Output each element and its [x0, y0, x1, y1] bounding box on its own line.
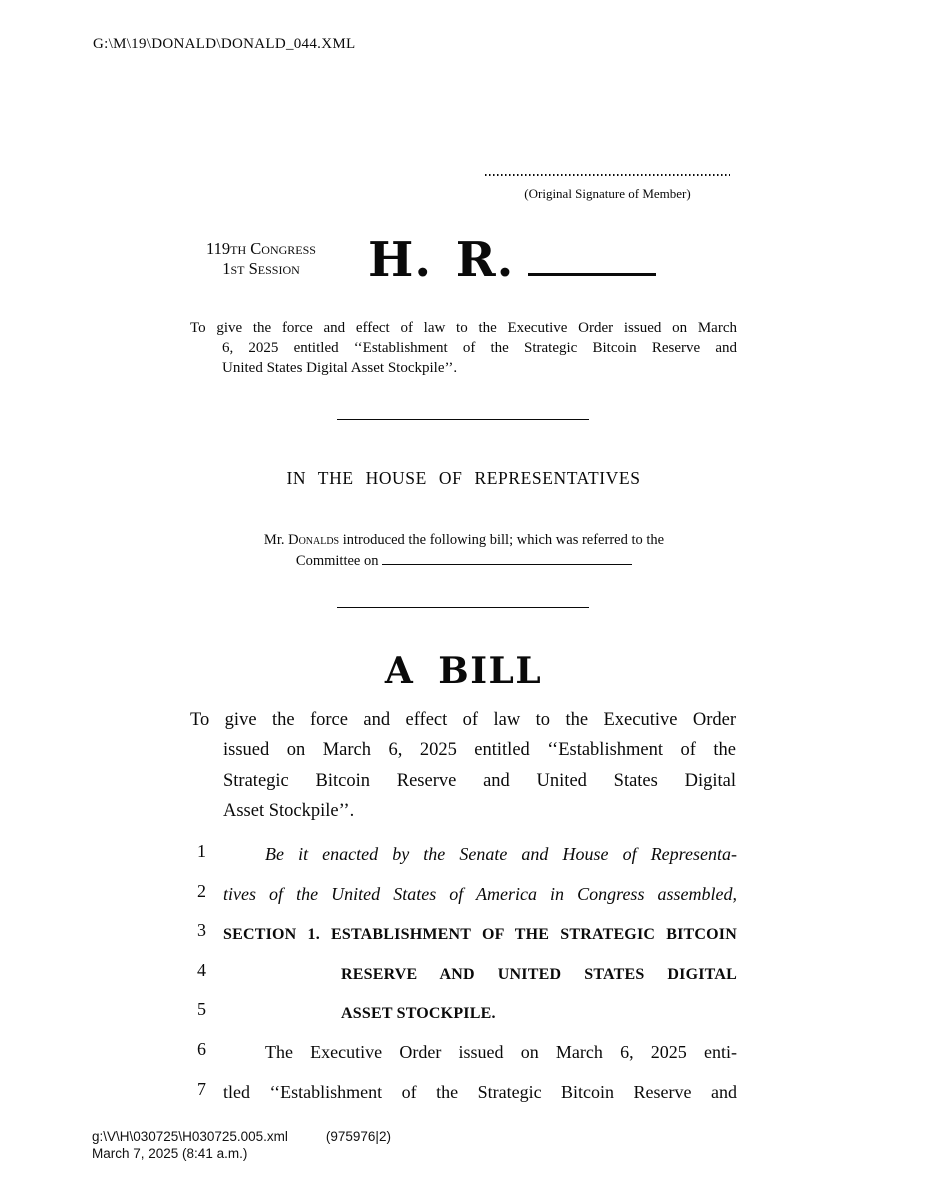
bill-line [197, 999, 737, 1039]
committee-blank [382, 553, 632, 565]
bill-body [197, 841, 737, 1118]
line-number: 1 [197, 841, 206, 861]
chamber-heading: IN THE HOUSE OF REPRESENTATIVES [286, 468, 641, 488]
long-title-line: United States Digital Asset Stockpile’’. [222, 360, 458, 376]
congress-number: 119th Congress [206, 239, 316, 258]
horizontal-rule [337, 607, 589, 608]
introduction-line [204, 530, 724, 551]
introduction-block [204, 530, 724, 572]
bill-line [197, 960, 737, 1000]
footer-line-1 [92, 1128, 391, 1145]
signature-caption: (Original Signature of Member) [524, 186, 691, 201]
line-text: ASSET STOCKPILE. [341, 1005, 496, 1023]
footer [92, 1128, 391, 1162]
line-text: tives of the United States of America in Congress assembled, [223, 883, 737, 904]
line-text: SECTION 1. ESTABLISHMENT OF THE STRATEGIC BITCOIN [223, 926, 737, 944]
long-title-line: 6, 2025 entitled ‘‘Establishment of the Strategic Bitcoin Reserve and [222, 340, 737, 356]
bill-line [197, 1079, 737, 1119]
long-title-line: To give the force and effect of law to the Executive Order issued on March [190, 320, 737, 336]
signature-block [485, 174, 730, 202]
line-text: The Executive Order issued on March 6, 2025 enti- [265, 1041, 737, 1062]
bill-number-prefix: H. R. [368, 232, 515, 288]
signature-line [485, 174, 730, 176]
bill-title [190, 705, 736, 826]
bill-title-line: Asset Stockpile’’. [223, 800, 355, 821]
line-number: 7 [197, 1078, 206, 1099]
bill-title-line: To give the force and effect of law to the Executive Order [190, 710, 736, 730]
committee-line [204, 551, 724, 572]
footer-code: (975976|2) [325, 1129, 391, 1144]
horizontal-rule [337, 419, 589, 420]
line-number: 4 [197, 959, 206, 980]
bill-number-row [368, 232, 656, 288]
bill-line [197, 920, 737, 960]
document-file-path: G:\M\19\DONALD\DONALD_044.XML [93, 36, 356, 52]
bill-heading: A BILL [384, 650, 543, 692]
sponsor-name: Donalds [288, 532, 340, 548]
line-text: Be it enacted by the Senate and House of Representa- [265, 844, 737, 864]
committee-label: Committee on [295, 553, 383, 569]
congress-session-block [179, 239, 343, 278]
bill-line [197, 881, 737, 921]
sponsor-prefix: Mr. [263, 532, 289, 548]
line-number: 6 [197, 1038, 206, 1059]
line-text: tled ‘‘Establishment of the Strategic Bitcoin Reserve and [223, 1081, 737, 1102]
session-number: 1st Session [222, 258, 300, 278]
line-text: RESERVE AND UNITED STATES DIGITAL [341, 965, 737, 983]
long-title [190, 318, 737, 378]
footer-date: March 7, 2025 (8:41 a.m.) [92, 1146, 248, 1161]
introduction-text: introduced the following bill; which was referred to the [339, 532, 665, 548]
bill-title-line: Strategic Bitcoin Reserve and United States Digital [223, 770, 736, 791]
footer-file-path: g:\V\H\030725\H030725.005.xml [92, 1129, 288, 1144]
bill-line [197, 1039, 737, 1079]
bill-title-line: issued on March 6, 2025 entitled ‘‘Establishment of the [223, 740, 736, 761]
line-number: 2 [197, 880, 206, 901]
line-number: 3 [197, 920, 206, 941]
bill-line [197, 841, 737, 881]
line-number: 5 [197, 999, 206, 1020]
bill-number-blank [528, 264, 656, 276]
